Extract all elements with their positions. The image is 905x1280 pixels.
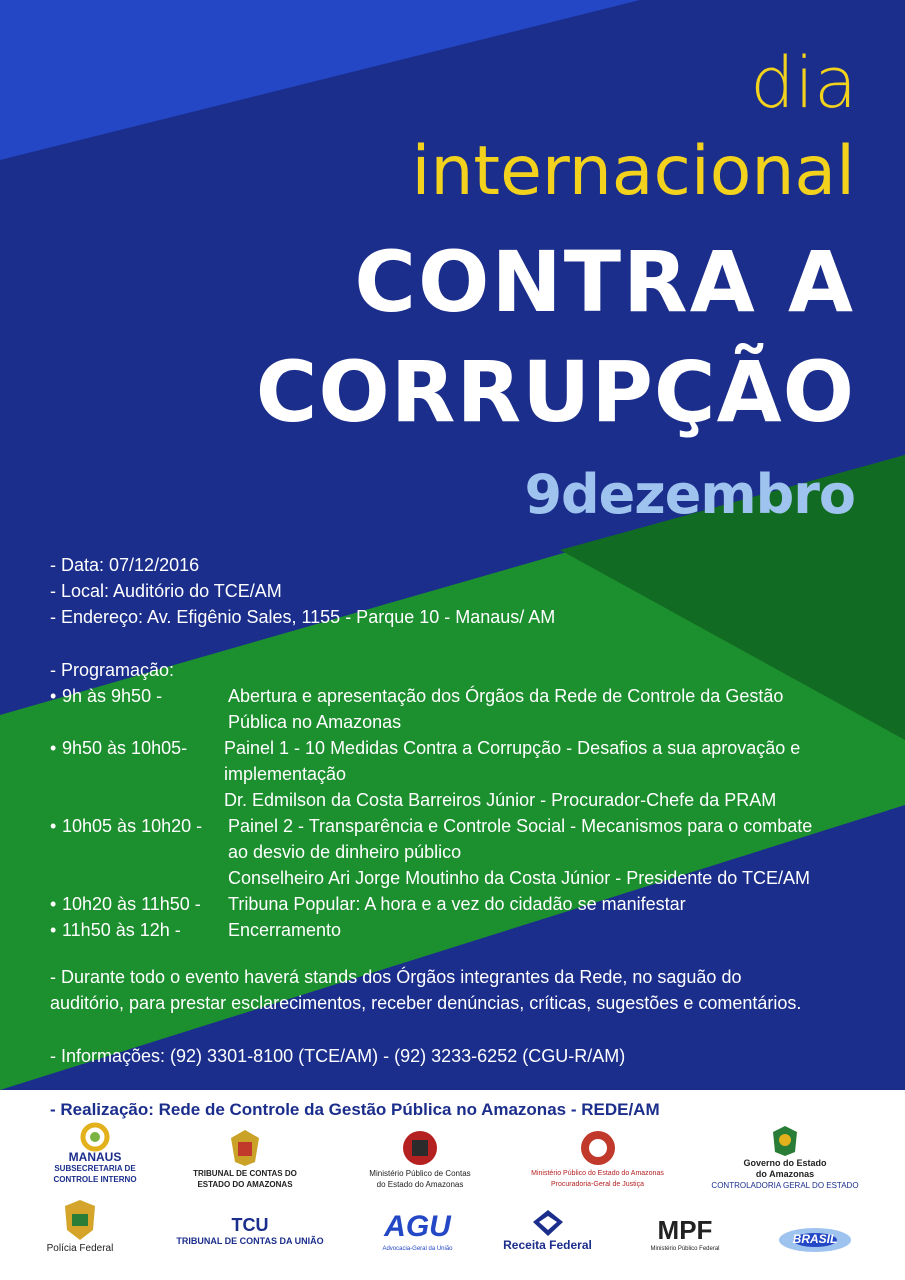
bullet-icon: • [50,738,57,758]
tcu-icon: TCU [231,1215,269,1235]
receita-federal-icon [531,1208,565,1238]
title-corrupcao: CORRUPÇÃO [255,343,855,441]
bullet-icon: • [50,894,57,914]
schedule-description: Painel 1 - 10 Medidas Contra a Corrupção - Desafios a sua aprovação e implementação Dr. Edmilson da Costa Barreiros Júnior - Procurador-Chefe da PRAM [224,738,801,810]
agu-logo: AGU Advocacia-Geral da União [370,1210,465,1255]
policia-federal-logo: Polícia Federal [35,1198,125,1254]
schedule-list [50,683,890,943]
bullet-icon: • [50,686,57,706]
tce-am-logo: TRIBUNAL DE CONTAS DO ESTADO DO AMAZONAS [180,1128,310,1190]
tcu-logo: TCU TRIBUNAL DE CONTAS DA UNIÃO [160,1214,340,1247]
mpf-logo: MPF Ministério Público Federal [640,1216,730,1255]
brasil-cgu-logo: BRASIL [765,1210,865,1256]
manaus-logo: MANAUS SUBSECRETARIA DE CONTROLE INTERNO [40,1122,150,1185]
receita-federal-logo: Receita Federal [495,1208,600,1252]
mp-am-logo: Ministério Público do Estado do Amazonas Procuradoria-Geral de Justiça [515,1128,680,1190]
schedule-description: Painel 2 - Transparência e Controle Social - Mecanismos para o combate ao desvio de dinheiro público Conselheiro Ari Jorge Moutinho da Costa Júnior - Presidente do TCE/AM [228,816,813,888]
informacoes-line: - Informações: (92) 3301-8100 (TCE/AM) - (92) 3233-6252 (CGU-R/AM) [50,1046,626,1066]
sponsors-footer [0,1090,905,1280]
mp-am-icon [578,1128,618,1168]
manaus-ring-icon [78,1122,112,1152]
schedule-description: Tribuna Popular: A hora e a vez do cidadão se manifestar [228,894,686,914]
mpf-icon: MPF [657,1215,713,1245]
info-local: - Local: Auditório do TCE/AM [50,581,282,601]
title-dia: dia [750,42,857,124]
bullet-icon: • [50,816,57,836]
schedule-item [50,735,890,813]
schedule-description: Encerramento [228,920,342,940]
schedule-time: 9h às 9h50 - [62,686,163,706]
schedule-item [50,683,890,735]
durante-line-2: auditório, para prestar esclarecimentos, receber denúncias, críticas, sugestões e comentários. [50,993,802,1013]
event-date-title: 9dezembro [524,463,855,526]
schedule-time: 10h20 às 11h50 - [62,894,201,914]
schedule-time: 11h50 às 12h - [62,920,181,940]
info-data: - Data: 07/12/2016 [50,555,200,575]
bullet-icon: • [50,920,57,940]
agu-icon: AGU [384,1210,451,1243]
schedule-time: 10h05 às 10h20 - [62,816,203,836]
title-internacional: internacional [411,132,855,211]
schedule-item [50,917,890,943]
mp-contas-logo: Ministério Público de Contas do Estado do Amazonas [355,1128,485,1190]
schedule-item [50,891,890,917]
controladoria-am-logo: Governo do Estado do Amazonas CONTROLADORIA GERAL DO ESTADO [700,1124,870,1191]
durante-line-1: - Durante todo o evento haverá stands dos Órgãos integrantes da Rede, no saguão do [50,967,742,987]
tce-am-crest-icon [225,1128,265,1168]
schedule-item [50,813,890,891]
schedule-time: 9h50 às 10h05- [62,738,188,758]
mp-contas-icon [400,1128,440,1168]
realizacao-line: - Realização: Rede de Controle da Gestão Pública no Amazonas - REDE/AM [50,1100,660,1119]
programacao-heading: - Programação: [50,660,175,680]
title-contra-a: CONTRA A [354,233,855,331]
info-endereco: - Endereço: Av. Efigênio Sales, 1155 - Parque 10 - Manaus/ AM [50,607,556,627]
schedule-description: Abertura e apresentação dos Órgãos da Rede de Controle da Gestão Pública no Amazonas [228,686,784,732]
policia-federal-badge-icon [63,1198,97,1242]
amazonas-crest-icon [769,1124,801,1158]
